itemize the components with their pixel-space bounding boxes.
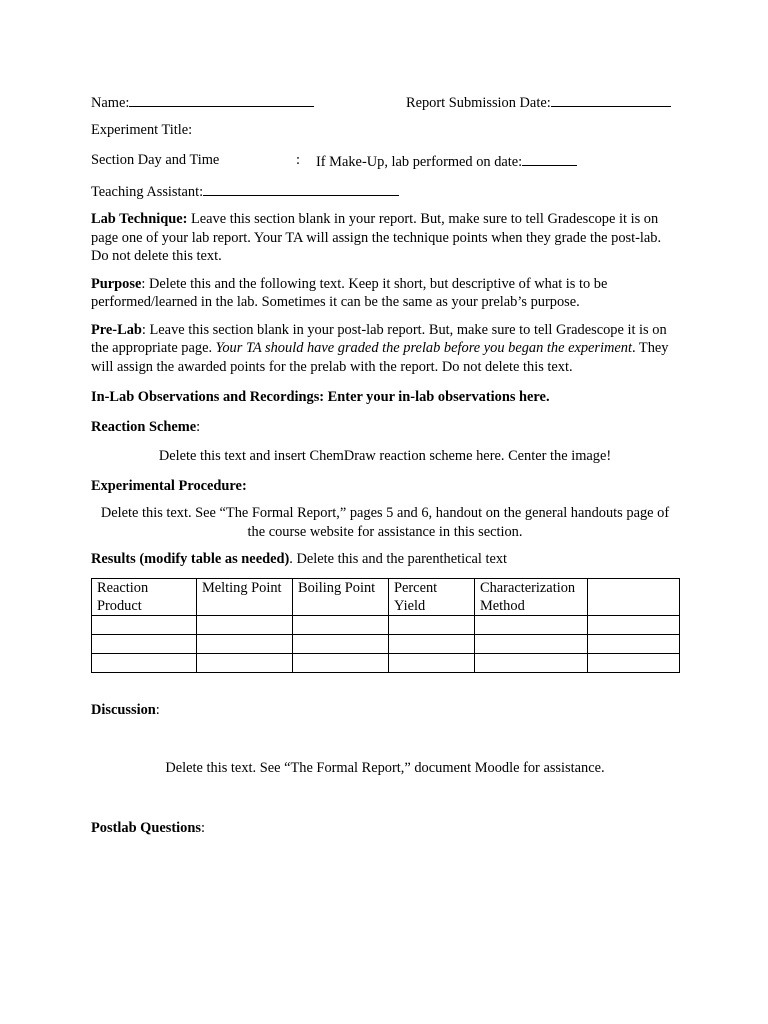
table-cell[interactable] [475, 615, 588, 634]
results-header-cell [588, 578, 680, 615]
table-cell[interactable] [92, 634, 197, 653]
section-colon: : [296, 152, 300, 168]
results-header-cell: Melting Point [197, 578, 293, 615]
table-cell[interactable] [197, 634, 293, 653]
section-row [91, 151, 679, 171]
postlab-heading: Postlab Questions [91, 819, 201, 836]
ta-row [91, 181, 679, 201]
reaction-scheme-section [91, 418, 679, 437]
table-cell[interactable] [588, 634, 680, 653]
table-cell[interactable] [293, 615, 389, 634]
discussion-text: Delete this text. See “The Formal Report,” document Moodle for assistance. [165, 760, 605, 776]
table-cell[interactable] [389, 653, 475, 672]
ta-label: Teaching Assistant: [91, 184, 204, 200]
table-cell[interactable] [197, 615, 293, 634]
table-cell[interactable] [92, 615, 197, 634]
table-cell[interactable] [389, 634, 475, 653]
results-header-cell: Percent Yield [389, 578, 475, 615]
name-label: Name: [91, 95, 130, 111]
lab-technique-section [91, 210, 679, 266]
results-header-cell: Boiling Point [293, 578, 389, 615]
ta-blank[interactable] [203, 181, 399, 196]
lab-technique-heading: Lab Technique: [91, 211, 188, 227]
makeup-label: If Make-Up, lab performed on date: [316, 154, 523, 170]
table-cell[interactable] [293, 634, 389, 653]
results-header-cell: Characterization Method [475, 578, 588, 615]
results-heading: Results (modify table as needed) [91, 551, 290, 567]
procedure-heading: Experimental Procedure: [91, 477, 247, 494]
postlab-section [91, 819, 679, 838]
procedure-section [91, 477, 679, 496]
results-text: . Delete this and the parenthetical text [289, 551, 508, 567]
report-date-field [406, 92, 671, 113]
name-blank[interactable] [129, 92, 314, 107]
table-cell[interactable] [293, 653, 389, 672]
lab-technique-text: Leave this section blank in your report. But, make sure to tell Gradescope it is on page one of your lab report. Your TA will assign the technique points when they grade the post-lab. Do not delete this text. [91, 211, 662, 264]
results-header-cell: Reaction Product [92, 578, 197, 615]
table-cell[interactable] [588, 653, 680, 672]
results-section [91, 550, 679, 569]
reaction-scheme-colon: : [196, 418, 201, 435]
purpose-section [91, 275, 679, 312]
observations-section [91, 388, 679, 407]
purpose-heading: Purpose [91, 275, 142, 292]
reaction-scheme-heading: Reaction Scheme [91, 418, 197, 435]
experiment-title-label: Experiment Title: [91, 122, 193, 138]
table-cell[interactable] [475, 634, 588, 653]
discussion-colon: : [155, 701, 160, 718]
procedure-text: Delete this text. See “The Formal Report,” pages 5 and 6, handout on the general handouts page of the course website for assistance in this section. [100, 505, 670, 540]
section-label: Section Day and Time [91, 152, 220, 168]
table-row [92, 653, 680, 672]
table-cell[interactable] [475, 653, 588, 672]
observations-heading: In-Lab Observations and Recordings: Enter your in-lab observations here. [91, 389, 550, 405]
report-date-blank[interactable] [551, 92, 671, 107]
table-row [92, 615, 680, 634]
prelab-text-b: . They will assign the awarded points for the prelab with the report. Do not delete this text. [91, 340, 669, 375]
table-cell[interactable] [92, 653, 197, 672]
table-row [92, 634, 680, 653]
prelab-text-italic: Your TA should have graded the prelab before you began the experiment [215, 340, 632, 356]
report-template [91, 92, 679, 837]
makeup-field [316, 151, 577, 172]
results-header-row [92, 578, 680, 615]
discussion-heading: Discussion [91, 701, 156, 718]
prelab-heading: Pre-Lab [91, 321, 142, 338]
prelab-text-a: : Leave this section blank in your post-lab report. But, make sure to tell Gradescope it is on the appropriate page. [91, 321, 667, 356]
results-table [91, 578, 680, 673]
table-cell[interactable] [588, 615, 680, 634]
name-row [91, 92, 679, 112]
discussion-section [91, 701, 679, 720]
title-row [91, 121, 679, 141]
table-cell[interactable] [389, 615, 475, 634]
report-date-label: Report Submission Date: [406, 95, 551, 111]
reaction-scheme-text: Delete this text and insert ChemDraw reaction scheme here. Center the image! [158, 448, 612, 464]
table-cell[interactable] [197, 653, 293, 672]
postlab-colon: : [200, 819, 205, 836]
purpose-text: : Delete this and the following text. Keep it short, but descriptive of what is to be performed/learned in the lab. Sometimes it can be the same as your prelab’s purpose. [91, 275, 608, 310]
prelab-section [91, 321, 679, 377]
makeup-date-blank[interactable] [522, 151, 577, 166]
